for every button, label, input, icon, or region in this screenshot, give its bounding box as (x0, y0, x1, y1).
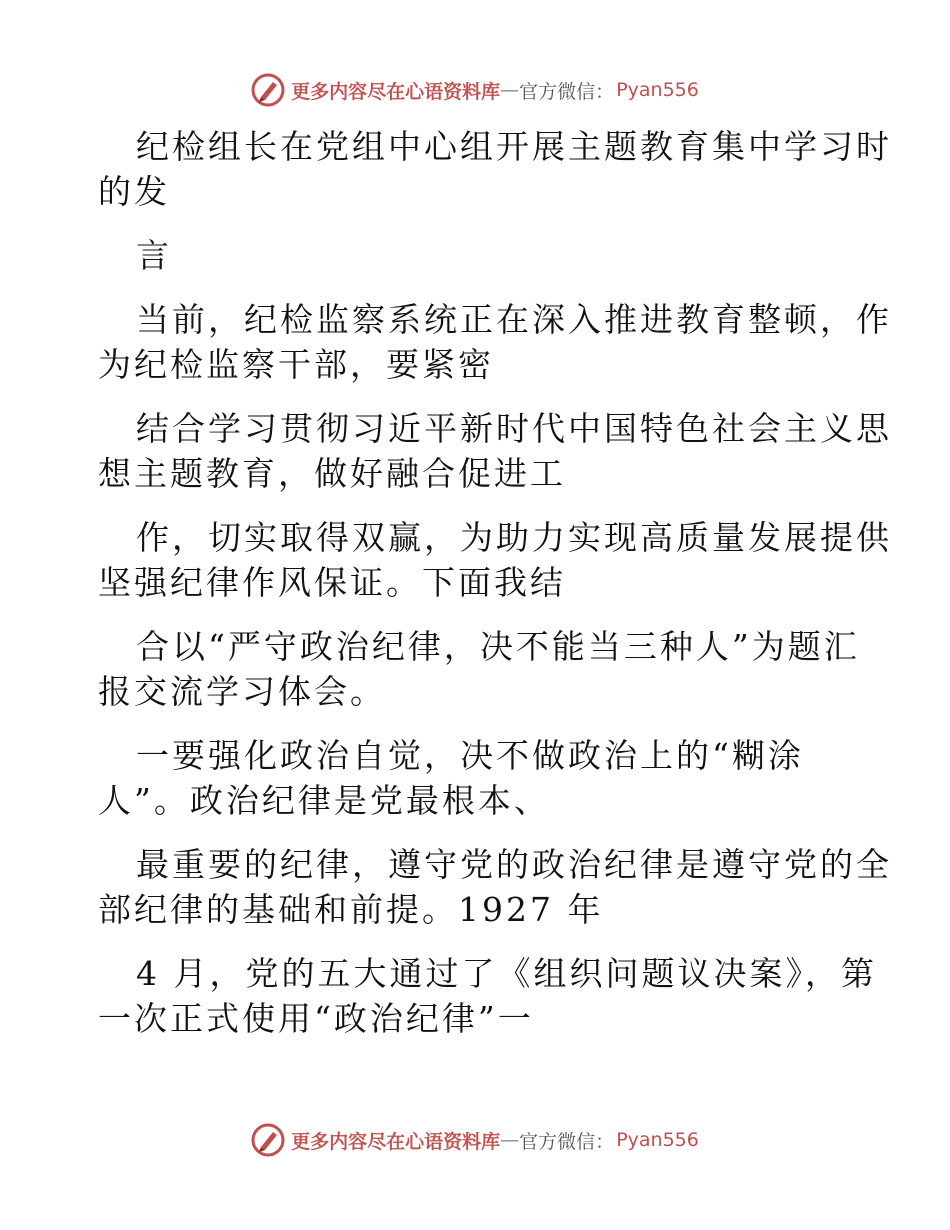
paragraph-line: 当前，纪检监察系统正在深入推进教育整顿，作 (136, 300, 892, 339)
paragraph-line: 坚强纪律作风保证。下面我结 (98, 563, 566, 602)
paragraph-line: 4 月，党的五大通过了《组织问题议决案》，第 (136, 954, 877, 993)
pen-logo-icon (251, 1123, 285, 1157)
paragraph-line: 部纪律的基础和前提。1927 年 (98, 890, 604, 929)
watermark-label: 官方微信： (519, 80, 615, 103)
paragraph-line: 一次正式使用“政治纪律”一 (98, 999, 534, 1038)
paragraph-line: 人”。政治纪律是党最根本、 (98, 781, 550, 820)
watermark-account: Pyan556 (616, 79, 699, 101)
watermark-dash: — (500, 79, 520, 101)
paragraph-line: 最重要的纪律，遵守党的政治纪律是遵守党的全 (136, 845, 892, 884)
document-body (98, 124, 892, 1041)
footer-watermark (0, 1120, 950, 1160)
title-line-1: 纪检组长在党组中心组开展主题教育集中学习时 (136, 127, 892, 166)
watermark-dash: — (500, 1129, 520, 1151)
title-line-3: 言 (136, 236, 172, 275)
paragraph-line: 作，切实取得双赢，为助力实现高质量发展提供 (136, 518, 892, 557)
watermark-brand: 更多内容尽在心语资料库 (291, 1130, 501, 1153)
watermark-account: Pyan556 (616, 1129, 699, 1151)
watermark-brand: 更多内容尽在心语资料库 (291, 80, 501, 103)
paragraph-line: 一要强化政治自觉，决不做政治上的“糊涂 (136, 736, 804, 775)
watermark-label: 官方微信： (519, 1130, 615, 1153)
paragraph-line: 报交流学习体会。 (98, 672, 386, 711)
paragraph-line: 想主题教育，做好融合促进工 (98, 454, 566, 493)
header-watermark (0, 70, 950, 110)
title-line-2: 的发 (98, 172, 170, 211)
pen-logo-icon (251, 73, 285, 107)
paragraph-line: 合以“严守政治纪律，决不能当三种人”为题汇 (136, 627, 860, 666)
paragraph-line: 结合学习贯彻习近平新时代中国特色社会主义思 (136, 409, 892, 448)
paragraph-line: 为纪检监察干部，要紧密 (98, 345, 494, 384)
